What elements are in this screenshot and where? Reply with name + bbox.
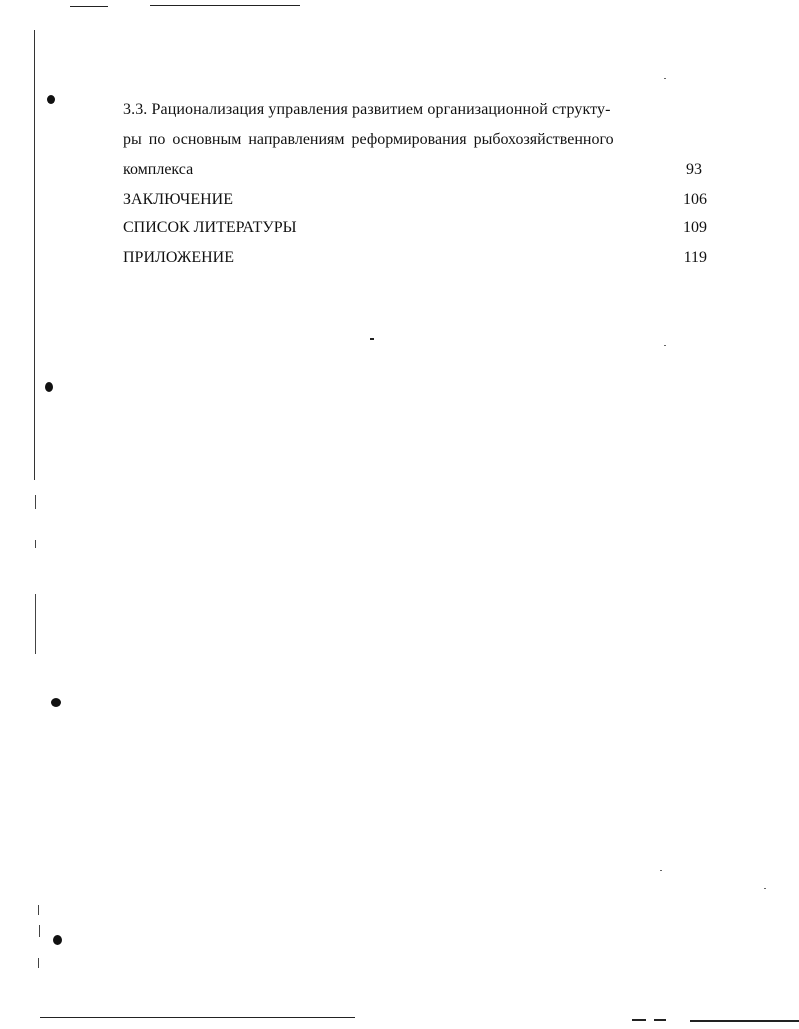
scan-edge-line: [654, 1019, 666, 1021]
punch-hole: [53, 935, 62, 945]
scan-left-edge: [34, 30, 35, 480]
toc-entry-conclusion: ЗАКЛЮЧЕНИЕ: [123, 191, 233, 208]
scan-edge-line: [70, 6, 108, 7]
punch-hole: [45, 382, 53, 392]
scan-speck: [664, 78, 666, 79]
scan-edge-line: [690, 1020, 799, 1022]
toc-entry-appendix: ПРИЛОЖЕНИЕ: [123, 249, 235, 266]
punch-hole: [47, 95, 55, 104]
scan-mark: [35, 540, 36, 548]
toc-entry-3-3-line-2: ры по основным направлениям реформирования рыбохозяйственного: [123, 131, 614, 148]
scan-speck: [660, 870, 662, 871]
scan-speck: [664, 345, 666, 346]
scan-speck: [370, 338, 374, 340]
toc-entry-3-3-line-1: 3.3. Рационализация управления развитием организационной структу-: [123, 101, 611, 118]
scan-mark: [35, 495, 36, 509]
scan-speck: [764, 888, 766, 889]
scan-mark: [38, 905, 39, 915]
toc-page-number: 109: [683, 219, 707, 236]
scan-mark: [39, 925, 40, 937]
toc-page-number: 119: [683, 249, 707, 266]
toc-page-number: 93: [686, 161, 702, 178]
scan-mark: [35, 594, 36, 654]
scan-edge-line: [40, 1017, 355, 1018]
punch-hole: [51, 698, 61, 707]
scan-edge-line: [632, 1019, 646, 1021]
toc-entry-3-3-line-3: комплекса: [123, 161, 194, 178]
toc-page-number: 106: [683, 191, 707, 208]
toc-entry-references: СПИСОК ЛИТЕРАТУРЫ: [123, 219, 297, 236]
scan-mark: [38, 958, 39, 968]
scan-edge-line: [150, 5, 300, 6]
